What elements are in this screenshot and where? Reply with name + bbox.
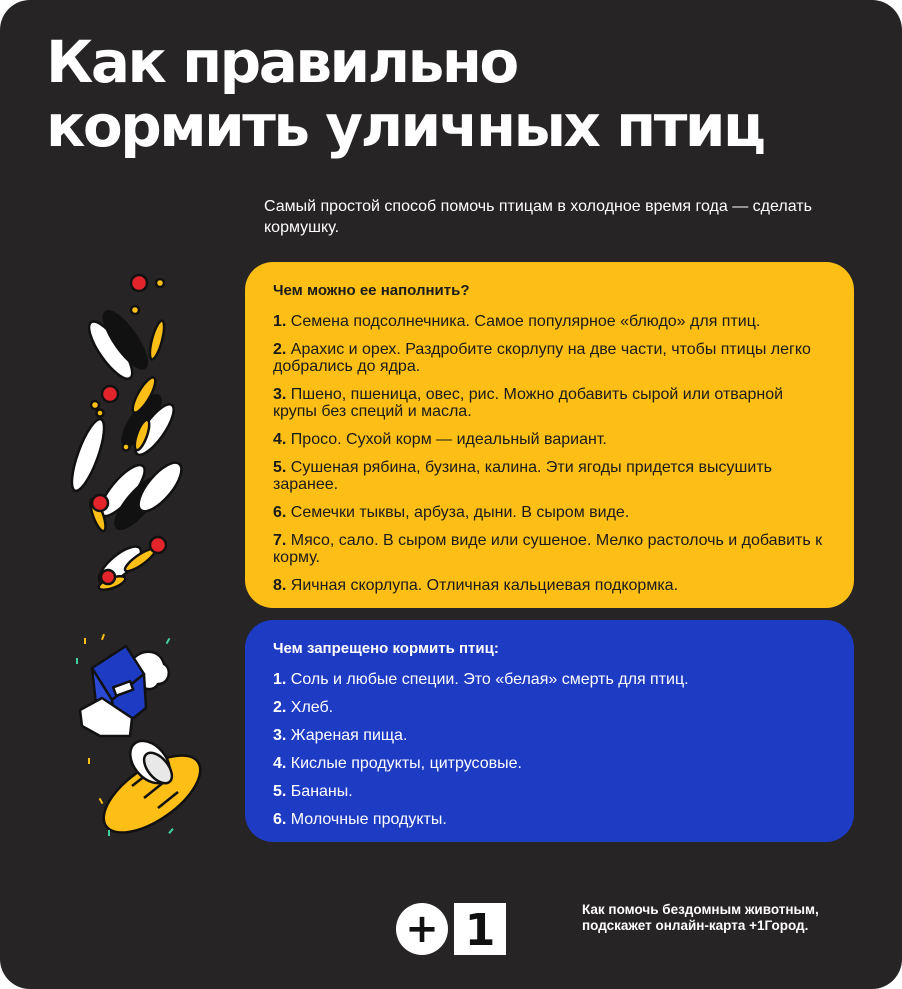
item-text: Пшено, пшеница, овес, рис. Можно добавить сырой или отварной крупы без специй и масла. (273, 386, 784, 420)
item-text: Молочные продукты. (286, 811, 447, 828)
list-item (273, 811, 828, 828)
item-number: 6. (273, 504, 287, 521)
list-item (273, 459, 828, 493)
item-text: Семечки тыквы, арбуза, дыни. В сыром виде. (286, 504, 630, 521)
bread-loaf-icon (80, 738, 210, 848)
item-text: Семена подсолнечника. Самое популярное «блюдо» для птиц. (286, 313, 761, 330)
forbidden-list (273, 671, 828, 828)
list-item (273, 313, 828, 330)
item-number: 5. (273, 459, 287, 476)
forbidden-heading: Чем запрещено кормить птиц: (273, 640, 499, 657)
intro-text: Самый простой способ помочь птицам в холодное время года — сделать кормушку. (264, 198, 812, 236)
item-text: Бананы. (286, 783, 353, 800)
list-item (273, 532, 828, 566)
forbidden-foods-panel (245, 620, 854, 842)
list-item (273, 504, 828, 521)
title-line-2: кормить уличных птиц (46, 92, 764, 160)
list-item (273, 431, 828, 448)
list-item (273, 783, 828, 800)
item-text: Мясо, сало. В сыром виде или сушеное. Мелко растолочь и добавить к корму. (273, 532, 823, 566)
item-number: 6. (273, 811, 287, 828)
list-item (273, 699, 828, 716)
allowed-list (273, 313, 828, 594)
item-number: 1. (273, 671, 287, 688)
item-text: Хлеб. (286, 699, 334, 716)
title-line-1: Как правильно (46, 28, 517, 96)
item-number: 2. (273, 341, 287, 358)
item-text: Соль и любые специи. Это «белая» смерть для птиц. (286, 671, 689, 688)
footer-text: Как помочь бездомным животным, подскажет онлайн-карта +1Город. (582, 902, 819, 933)
item-number: 3. (273, 727, 287, 744)
item-text: Арахис и орех. Раздробите скорлупу на две части, чтобы птицы легко добрались до ядра. (273, 341, 811, 375)
item-text: Сушеная рябина, бузина, калина. Эти ягоды придется высушить заранее. (273, 459, 772, 493)
list-item (273, 386, 828, 420)
list-item (273, 671, 828, 688)
list-item (273, 727, 828, 744)
item-number: 8. (273, 577, 287, 594)
item-number: 3. (273, 386, 287, 403)
logo-plus: + (405, 906, 439, 952)
item-text: Жареная пища. (286, 727, 408, 744)
page-title (46, 30, 763, 158)
seeds-berries-illustration (60, 265, 210, 605)
list-item (273, 755, 828, 772)
item-text: Яичная скорлупа. Отличная кальциевая подкормка. (286, 577, 679, 594)
milk-carton-icon (72, 628, 182, 743)
item-number: 4. (273, 431, 287, 448)
plus-one-logo (396, 903, 508, 955)
list-item (273, 577, 828, 594)
allowed-heading: Чем можно ее наполнить? (273, 282, 470, 299)
item-number: 1. (273, 313, 287, 330)
list-item (273, 341, 828, 375)
logo-one: 1 (464, 905, 496, 955)
allowed-foods-panel (245, 262, 854, 608)
item-text: Просо. Сухой корм — идеальный вариант. (286, 431, 607, 448)
item-number: 5. (273, 783, 287, 800)
item-number: 2. (273, 699, 287, 716)
item-number: 4. (273, 755, 287, 772)
item-number: 7. (273, 532, 287, 549)
item-text: Кислые продукты, цитрусовые. (286, 755, 522, 772)
